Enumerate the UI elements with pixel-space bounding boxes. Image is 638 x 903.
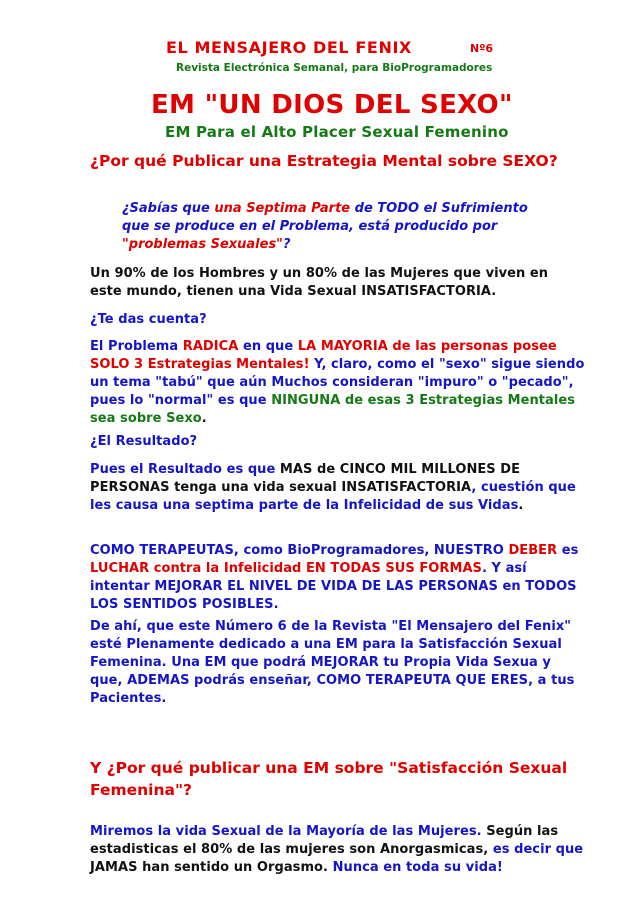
paragraph-therapists: COMO TERAPEUTAS, como BioProgramadores, NUESTRO DEBER es LUCHAR contra la Infelicidad EN TODAS SUS FORMAS. Y así intentar MEJORAR EL NIVEL DE VIDA DE LAS PERSONAS en TODOS LOS SENTIDOS POSIBLES. — [90, 543, 579, 612]
paragraph-problem: El Problema RADICA en que LA MAYORIA de las personas posee SOLO 3 Estrategias Mentales! Y, claro, como el "sexo" sigue siendo un tema "tabú" que aún Muchos consideran "impuro" o "pecado", pues lo "normal" es que NINGUNA de esas 3 Estrategias Mentales sea sobre Sexo. — [90, 339, 585, 426]
issue-number: Nº6 — [470, 42, 494, 55]
headline: EM "UN DIOS DEL SEXO" — [151, 90, 513, 120]
magazine-subtitle: Revista Electrónica Semanal, para BioProgramadores — [176, 62, 493, 74]
section-question-1: ¿Por qué Publicar una Estrategia Mental sobre SEXO? — [90, 152, 558, 170]
paragraph-result: Pues el Resultado es que MAS de CINCO MIL MILLONES DE PERSONAS tenga una vida sexual INSATISFACTORIA, cuestión que les causa una septima parte de la Infelicidad de sus Vidas. — [90, 462, 576, 513]
intro-quote: ¿Sabías que una Septima Parte de TODO el Sufrimiento que se produce en el Problema, está producido por "problemas Sexuales"? — [122, 201, 528, 252]
paragraph-result-question: ¿El Resultado? — [90, 434, 198, 449]
paragraph-anorgasmia: Miremos la vida Sexual de la Mayoría de las Mujeres. Según las estadisticas el 80% de las mujeres son Anorgasmicas, es decir que JAMAS han sentido un Orgasmo. Nunca en toda su vida! — [90, 824, 584, 875]
paragraph-issue-dedication: De ahí, que este Número 6 de la Revista "El Mensajero del Fenix" esté Plenamente dedicado a una EM para la Satisfacción Sexual Femenina. Una EM que podrá MEJORAR tu Propia Vida Sexua y que, ADEMAS podrás enseñar, COMO TERAPEUTA QUE ERES, a tus Pacientes. — [90, 619, 575, 706]
subheadline: EM Para el Alto Placer Sexual Femenino — [165, 123, 509, 141]
paragraph-statistics: Un 90% de los Hombres y un 80% de las Mujeres que viven en este mundo, tienen una Vida Sexual INSATISFACTORIA. — [90, 266, 549, 299]
section-question-2: Y ¿Por qué publicar una EM sobre "Satisfacción Sexual Femenina"? — [90, 759, 568, 799]
paragraph-realize: ¿Te das cuenta? — [90, 312, 207, 327]
magazine-title: EL MENSAJERO DEL FENIX — [166, 38, 412, 57]
